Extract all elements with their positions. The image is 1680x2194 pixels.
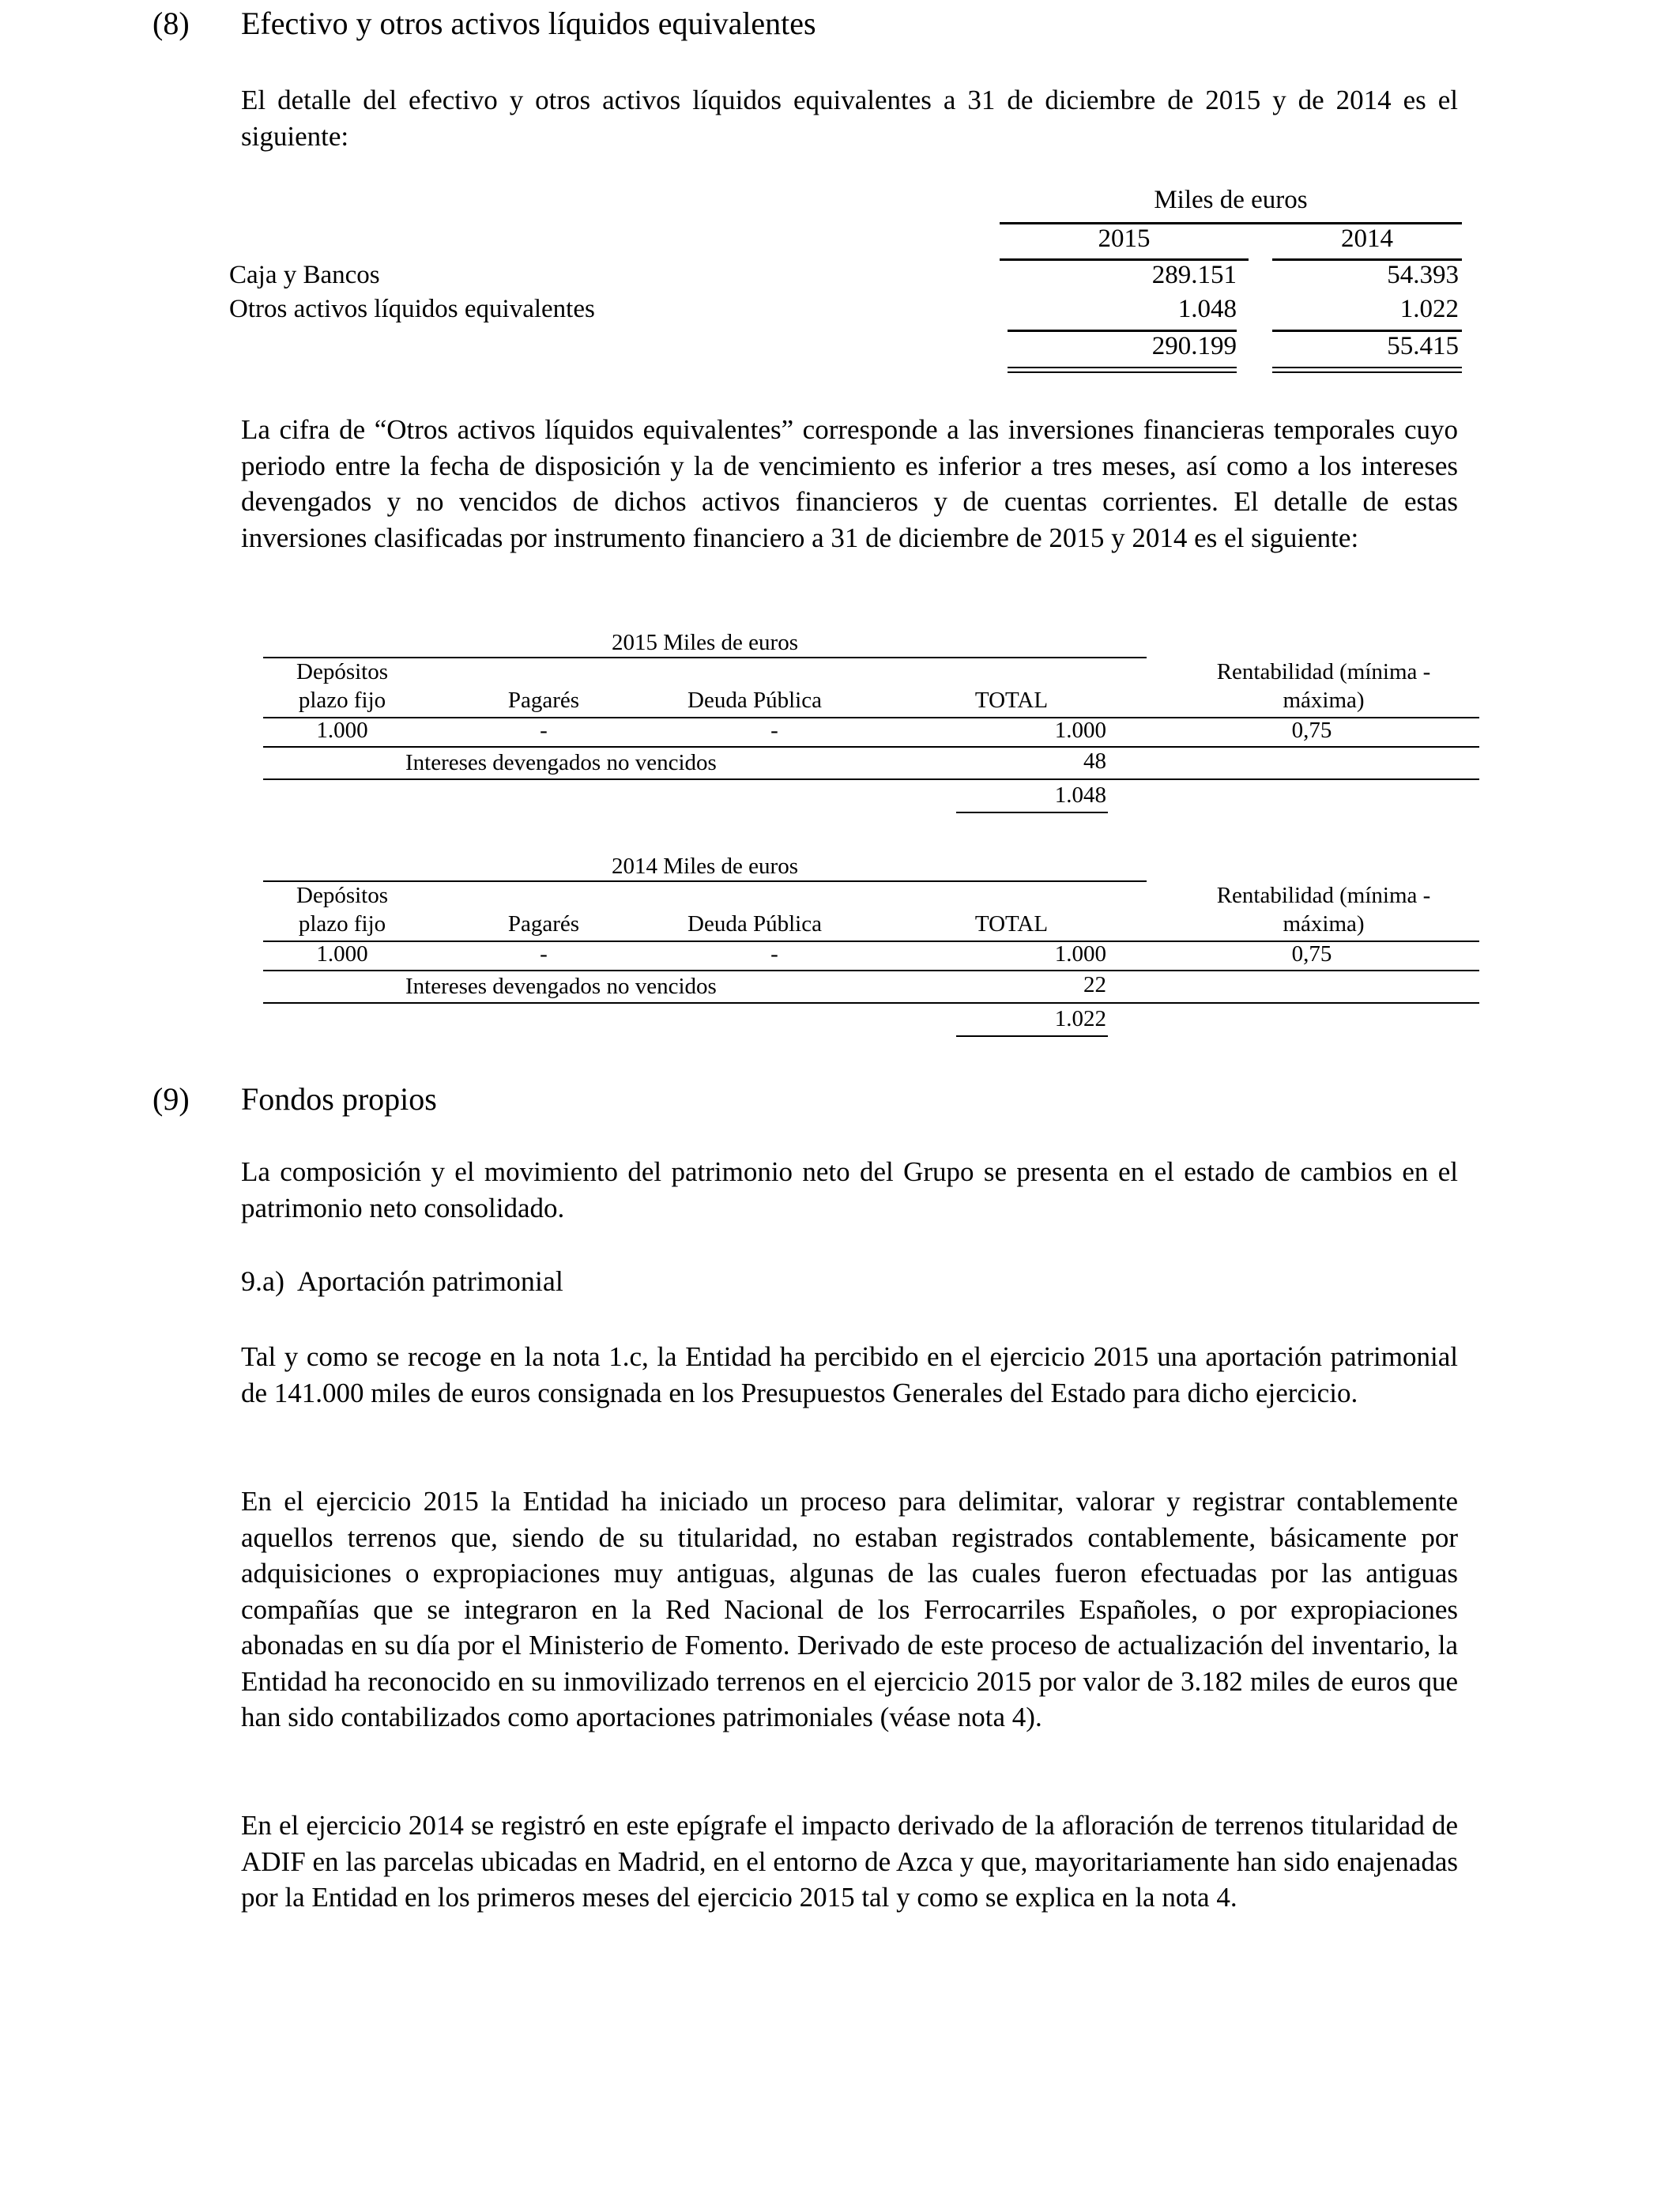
inv-2014-header: 2014 Miles de euros xyxy=(612,854,798,879)
col-deuda-publica: Deuda Pública xyxy=(687,911,822,937)
val-intereses: 48 xyxy=(1083,748,1106,774)
val-grand-total: 1.048 xyxy=(1054,782,1106,808)
inv-2014-intereses-rule xyxy=(263,1002,1479,1004)
inv-2014-total-rule xyxy=(956,1035,1108,1037)
row-value-2014: 54.393 xyxy=(1387,261,1459,289)
intereses-label: Intereses devengados no vencidos xyxy=(405,750,717,775)
inv-2015-total-rule xyxy=(956,812,1108,813)
col-rentabilidad-2: máxima) xyxy=(1283,688,1365,713)
double-rule-2015-a xyxy=(1008,367,1237,368)
subsection-9a-title: 9.a) Aportación patrimonial xyxy=(241,1265,563,1297)
row-label: Caja y Bancos xyxy=(229,261,380,289)
inv-2015-intereses-rule xyxy=(263,778,1479,780)
col-depositos-2: plazo fijo xyxy=(298,911,386,937)
val-depositos: 1.000 xyxy=(316,941,368,967)
section-9-title: Fondos propios xyxy=(241,1081,437,1117)
section-9a-paragraph-3: En el ejercicio 2014 se registró en este epígrafe el impacto derivado de la afloración de terrenos titularidad de ADIF en las parcelas ubicadas en Madrid, en el entorno de Azca y que, mayoritariamente han sido enajenadas por la Entidad en los primeros meses del ejercicio 2015 tal y como se explica en la nota 4. xyxy=(241,1810,1458,1913)
val-intereses: 22 xyxy=(1083,972,1106,997)
unit-header: Miles de euros xyxy=(1154,186,1308,214)
val-grand-total: 1.022 xyxy=(1054,1006,1106,1031)
inv-2014-row-rule xyxy=(263,970,1479,971)
col-pagares: Pagarés xyxy=(507,688,580,713)
section-8-intro: El detalle del efectivo y otros activos líquidos equivalentes a 31 de diciembre de 2015 y de 2014 es el siguiente: xyxy=(241,85,1458,152)
col-depositos-1: Depósitos xyxy=(296,883,388,908)
section-9-intro: La composición y el movimiento del patrimonio neto del Grupo se presenta en el estado de cambios en el patrimonio neto consolidado. xyxy=(241,1156,1458,1223)
row-value-2015: 289.151 xyxy=(1151,261,1237,289)
col-total: TOTAL xyxy=(974,911,1049,937)
col-rentabilidad-1: Rentabilidad (mínima - xyxy=(1216,659,1431,684)
val-pagares: - xyxy=(540,718,548,743)
total-2014: 55.415 xyxy=(1387,332,1459,360)
col-rentabilidad-1: Rentabilidad (mínima - xyxy=(1216,883,1431,908)
col-deuda-publica: Deuda Pública xyxy=(687,688,822,713)
col-depositos-1: Depósitos xyxy=(296,659,388,684)
val-deuda-publica: - xyxy=(770,718,778,743)
val-depositos: 1.000 xyxy=(316,718,368,743)
total-2015: 290.199 xyxy=(1151,332,1237,360)
row-label: Otros activos líquidos equivalentes xyxy=(229,295,595,323)
section-8-paragraph-2: La cifra de “Otros activos líquidos equivalentes” corresponde a las inversiones financieras temporales cuyo periodo entre la fecha de disposición y la de vencimiento es inferior a tres meses, así como a los intereses devengados y no vencidos de dichos activos financieros y de cuentas corrientes. El detalle de estas inversiones clasificadas por instrumento financiero a 31 de diciembre de 2015 y 2014 es el siguiente: xyxy=(241,414,1458,553)
double-rule-2015-b xyxy=(1008,371,1237,373)
section-8-number: (8) xyxy=(153,6,190,41)
double-rule-2014-b xyxy=(1272,371,1462,373)
inv-2015-row-rule xyxy=(263,746,1479,748)
row-value-2015: 1.048 xyxy=(1177,295,1237,323)
section-9a-paragraph-1: Tal y como se recoge en la nota 1.c, la Entidad ha percibido en el ejercicio 2015 una aportación patrimonial de 141.000 miles de euros consignada en los Presupuestos Generales del Estado para dicho ejercicio. xyxy=(241,1341,1458,1408)
row-value-2014: 1.022 xyxy=(1399,295,1459,323)
section-8-title: Efectivo y otros activos líquidos equivalentes xyxy=(241,6,816,41)
col-rentabilidad-2: máxima) xyxy=(1283,911,1365,937)
val-deuda-publica: - xyxy=(770,941,778,967)
inv-2015-header-rule xyxy=(263,657,1147,658)
inv-2014-header-rule xyxy=(263,880,1147,882)
intereses-label: Intereses devengados no vencidos xyxy=(405,974,717,999)
val-total: 1.000 xyxy=(1054,941,1106,967)
double-rule-2014-a xyxy=(1272,367,1462,368)
inv-2015-header: 2015 Miles de euros xyxy=(612,630,798,655)
val-rentabilidad: 0,75 xyxy=(1291,941,1332,967)
section-9a-paragraph-2: En el ejercicio 2015 la Entidad ha iniciado un proceso para delimitar, valorar y registrar contablemente aquellos terrenos que, siendo de su titularidad, no estaban registrados contablemente, básicamente por adquisiciones o expropiaciones muy antiguas, algunas de las cuales fueron efectuadas por las antiguas compañías que se integraron en la Red Nacional de los Ferrocarriles Españoles, o por expropiaciones abonadas en su día por el Ministerio de Fomento. Derivado de este proceso de actualización del inventario, la Entidad ha reconocido en su inmovilizado terrenos en el ejercicio 2015 por valor de 3.182 miles de euros que han sido contabilizados como aportaciones patrimoniales (véase nota 4). xyxy=(241,1486,1458,1732)
col-total: TOTAL xyxy=(974,688,1049,713)
section-9-number: (9) xyxy=(153,1081,190,1117)
val-rentabilidad: 0,75 xyxy=(1291,718,1332,743)
col-pagares: Pagarés xyxy=(507,911,580,937)
val-pagares: - xyxy=(540,941,548,967)
val-total: 1.000 xyxy=(1054,718,1106,743)
col-depositos-2: plazo fijo xyxy=(298,688,386,713)
col-2014-header: 2014 xyxy=(1341,224,1393,253)
col-2015-header: 2015 xyxy=(1098,224,1151,253)
